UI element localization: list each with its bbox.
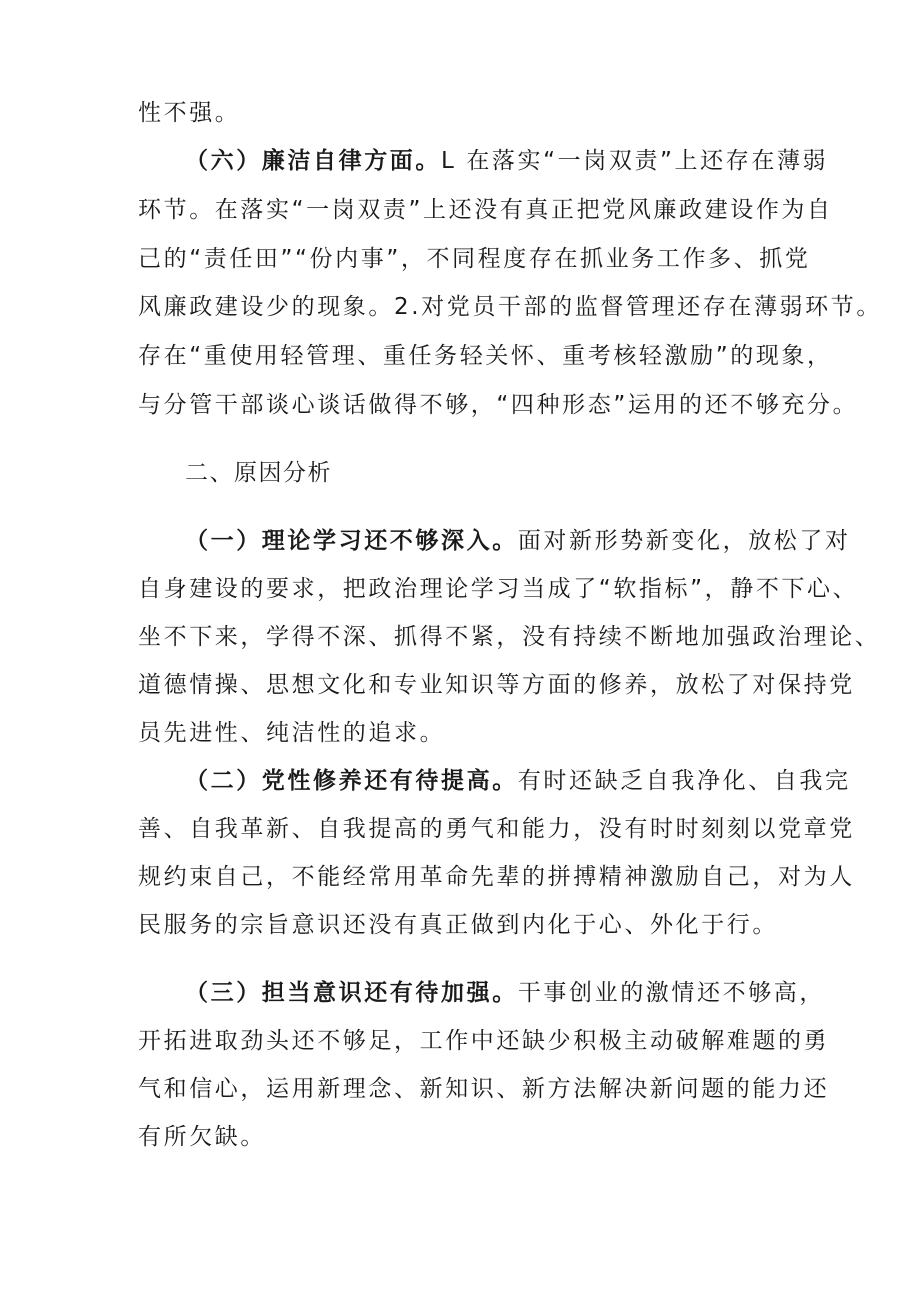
paragraph-text: 面对新形势新变化，放松了对 bbox=[517, 528, 851, 554]
paragraph-line: 有所欠缺。 bbox=[138, 1124, 266, 1150]
paragraph-line: 规约束自己，不能经常用革命先辈的拼搏精神激励自己，对为人 bbox=[138, 864, 855, 890]
paragraph-line: 环节。在落实“一岗双责”上还没有真正把党风廉政建设作为自 bbox=[138, 197, 833, 223]
paragraph-line: 自身建设的要求，把政治理论学习当成了“软指标”，静不下心、 bbox=[138, 576, 859, 602]
paragraph-line: 与分管干部谈心谈话做得不够，“四种形态”运用的还不够充分。 bbox=[138, 392, 859, 418]
paragraph-line: 气和信心，运用新理念、新知识、新方法解决新问题的能力还 bbox=[138, 1076, 830, 1102]
paragraph-lead: （三）担当意识还有待加强。 bbox=[185, 980, 518, 1006]
paragraph-line bbox=[185, 978, 825, 1008]
paragraph-line: 开拓进取劲头还不够足，工作中还缺少积极主动破解难题的勇 bbox=[138, 1028, 830, 1054]
paragraph-line bbox=[185, 146, 828, 176]
paragraph-lead: （一）理论学习还不够深入。 bbox=[185, 528, 518, 554]
paragraph-lead: （六）廉洁自律方面。 bbox=[185, 148, 441, 174]
paragraph-line: 善、自我革新、自我提高的勇气和能力，没有时时刻刻以党章党 bbox=[138, 816, 855, 842]
paragraph-line: 坐不下来，学得不深、抓得不紧，没有持续不断地加强政治理论、 bbox=[138, 624, 881, 650]
paragraph-text: 干事创业的激情还不够高， bbox=[517, 980, 826, 1006]
paragraph-lead: （二）党性修养还有待提高。 bbox=[185, 768, 518, 794]
paragraph-line: 性不强。 bbox=[138, 100, 241, 126]
paragraph-line: 存在“重使用轻管理、重任务轻关怀、重考核轻激励”的现象， bbox=[138, 343, 833, 369]
paragraph-line bbox=[185, 766, 851, 796]
paragraph-line bbox=[185, 526, 851, 556]
paragraph-text: L 在落实“一岗双责”上还存在薄弱 bbox=[441, 148, 829, 174]
section-heading: 二、原因分析 bbox=[185, 460, 332, 486]
paragraph-line: 风廉政建设少的现象。2.对党员干部的监督管理还存在薄弱环节。 bbox=[138, 294, 882, 320]
paragraph-line: 道德情操、思想文化和专业知识等方面的修养，放松了对保持党 bbox=[138, 672, 855, 698]
paragraph-line: 民服务的宗旨意识还没有真正做到内化于心、外化于行。 bbox=[138, 912, 778, 938]
paragraph-line: 己的“责任田”“份内事”，不同程度存在抓业务工作多、抓党 bbox=[138, 246, 811, 272]
paragraph-line: 员先进性、纯洁性的追求。 bbox=[138, 720, 446, 746]
paragraph-text: 有时还缺乏自我净化、自我完 bbox=[517, 768, 851, 794]
